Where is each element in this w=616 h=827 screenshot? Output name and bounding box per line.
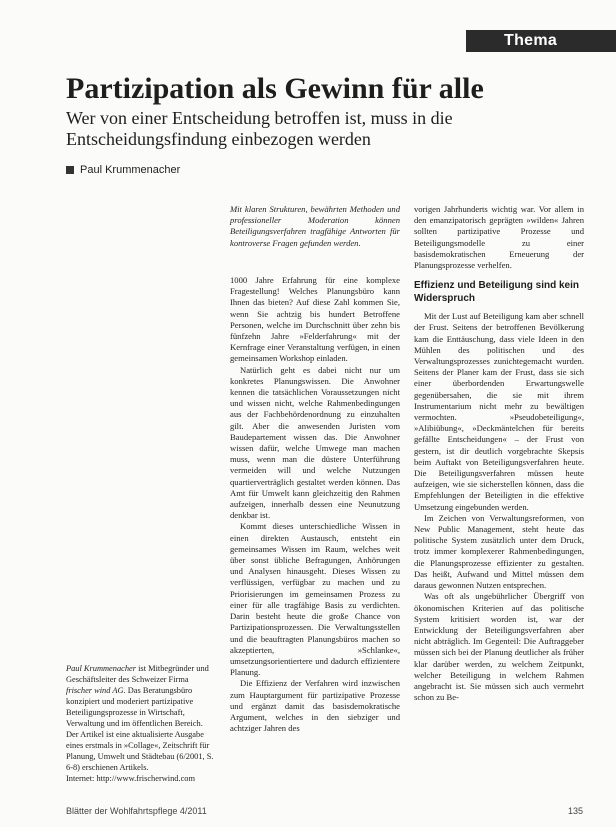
page-footer: Blätter der Wohlfahrtspflege 4/2011 [66, 806, 207, 816]
body-paragraph: Natürlich geht es dabei nicht nur um konkretes Planungswissen. Die Anwohner kennen die tatsächlichen Voraussetzungen nicht und wissen nicht, welche Rahmenbedingungen aus der Fachbehördenordnung zu einzuhalten gilt. Aber die anwesenden Juristen vom Baudepartement wissen das. Die Anwohner wissen dafür, welche Umwege man machen muss, wenn man die düstere Unterführung vermeiden will und welche Nutzungen quartierverträglich gestaltet werden können. Das Amt für Umwelt kann gleichzeitig den Rahmen aufzeigen, innerhalb dessen eine Neunutzung denkbar ist. [230, 364, 400, 521]
body-paragraph: Was oft als ungebührlicher Übergriff von ökonomischen Kriterien auf das politische System kritisiert worden ist, war der Entwicklung der Beteiligungsverfahren aber nicht abträglich. Im Gegenteil: Die Auftraggeber müssen sich bei der Planung deutlicher als früher klar darüber werden, zu welchem Zeitpunkt, welcher Beteiligung in welchem Rahmen angebracht ist. Sie müssen sich auch vermehrt schon zu Be- [414, 591, 584, 703]
article-title: Partizipation als Gewinn für alle [66, 72, 484, 105]
body-paragraph: Im Zeichen von Verwaltungsreformen, von New Public Management, steht heute das politische System zusätzlich unter dem Druck, trotz immer komplexerer Rahmenbedingungen, die Planungsprozesse effizienter zu gestalten. Das heißt, Aufwand und Mittel müssen dem daraus gewonnen Nutzen entsprechen. [414, 512, 584, 591]
column-middle [230, 275, 400, 795]
body-paragraph: Mit der Lust auf Beteiligung kam aber schnell der Frust. Seitens der betroffenen Bevölkerung kam die Enttäuschung, dass viele Ideen in den Mühlen des politischen und des Verwaltungsprozesses zunichtegemacht wurden. Seitens der Planer kam der Frust, dass sie sich einer überbordenden Erwartungswelle gegenübersahen, die sie mit ihrem Instrumentarium nicht mehr zu bewältigen vermochten. »Pseudobeteiligung«, »Alibiübung«, »Deckmäntelchen für bereits gefällte Entscheidungen« – der Frust von gestern, ist dir deutlich vorgebrachte Skepsis beim Auftakt von Beteiligungsverfahren heute. Die Beteiligungsverfahren müssen heute aufzeigen, wie sie sicherstellen können, dass die Empfehlungen der Beteiligten in die effektive Umsetzung eingebunden werden. [414, 311, 584, 512]
bio-text [66, 663, 216, 773]
section-badge [466, 30, 616, 52]
author-bio [66, 663, 216, 784]
author-line [66, 164, 180, 176]
page-number: 135 [568, 806, 584, 816]
body-paragraph: Kommt dieses unterschiedliche Wissen in einen direkten Austausch, entsteht ein gemeinsames Wissen im Raum, welches weit über sonst übliche Befragungen, Anhörungen und Analysen hinausgeht. Dieses Wissen zu verflüssigen, verfügbar zu machen und zu Priorisierungen im gemeinsamen Prozess zu einer für alle tragfähige Basis zu verdichten. Darin besteht heute die große Chance von Partizipationsprozessen. Die Verwaltungsstellen und die beauftragten Planungsbüros machen so akzeptierten, »Schlanke«, umsetzungsorientiertere und dadurch effizientere Planung. [230, 521, 400, 678]
article-subtitle: Wer von einer Entscheidung betroffen ist, muss in die Entscheidungsfindung einbezogen werden [66, 108, 453, 149]
author-name: Paul Krummenacher [80, 164, 181, 176]
section-heading: Effizienz und Beteiligung sind kein Widerspruch [414, 280, 580, 305]
section-label: Thema [504, 32, 558, 49]
body-paragraph: 1000 Jahre Erfahrung für eine komplexe Fragestellung! Welches Planungsbüro kann Ihnen das bieten? Auf diese Zahl kommen Sie, wenn Sie achtzig bis hundert Betroffene Personen, welche im Durchschnitt über zehn bis fünfzehn Jahre »Felderfahrung« mit der Kernfrage einer Veranstaltung verfügen, in einen gemeinsamen Workshop einladen. [230, 275, 400, 364]
bio-text-part: . Das Beratungsbüro konzipiert und moderiert partizipative Beteiligungsprozesse in Wirtschaft, Verwaltung und im öffentlichen Bereich. Der Artikel ist eine aktualisierte Ausgabe eines erstmals in »Collage«, Zeitschrift für Planung, Umwelt und Städtebau (6/2001, S. 6-8) erschienen Artikels. [66, 686, 214, 772]
body-paragraph: vorigen Jahrhunderts wichtig war. Vor allem in den emanzipatorisch geprägten »wilden« Jahren sollten partizipative Prozesse und Beteiligungsmodelle zu einer basisdemokratischen Erneuerung der Planungsprozesse verhelfen. [414, 204, 584, 271]
column-right [414, 204, 584, 794]
bullet-square-icon [66, 166, 74, 174]
bio-url[interactable]: Internet: http://www.frischerwind.com [66, 774, 196, 783]
bio-text-part: ist Mitbegründer und Geschäftsleiter des Schweizer Firma [66, 664, 209, 684]
body-paragraph: Die Effizienz der Verfahren wird inzwischen zum Hauptargument für partizipative Prozesse und ergänzt damit das basisdemokratische Argument, welches in den siebziger und achtziger Jahren des [230, 678, 400, 734]
bio-company: frischer wind AG [66, 686, 124, 695]
lead-paragraph [230, 204, 400, 249]
bio-author-name: Paul Krummenacher [66, 664, 137, 673]
lead-text: Mit klaren Strukturen, bewährten Methoden und professioneller Moderation können Beteiligungsverfahren tragfähige Antworten für kontroverse Fragen gefunden werden. [230, 204, 400, 248]
